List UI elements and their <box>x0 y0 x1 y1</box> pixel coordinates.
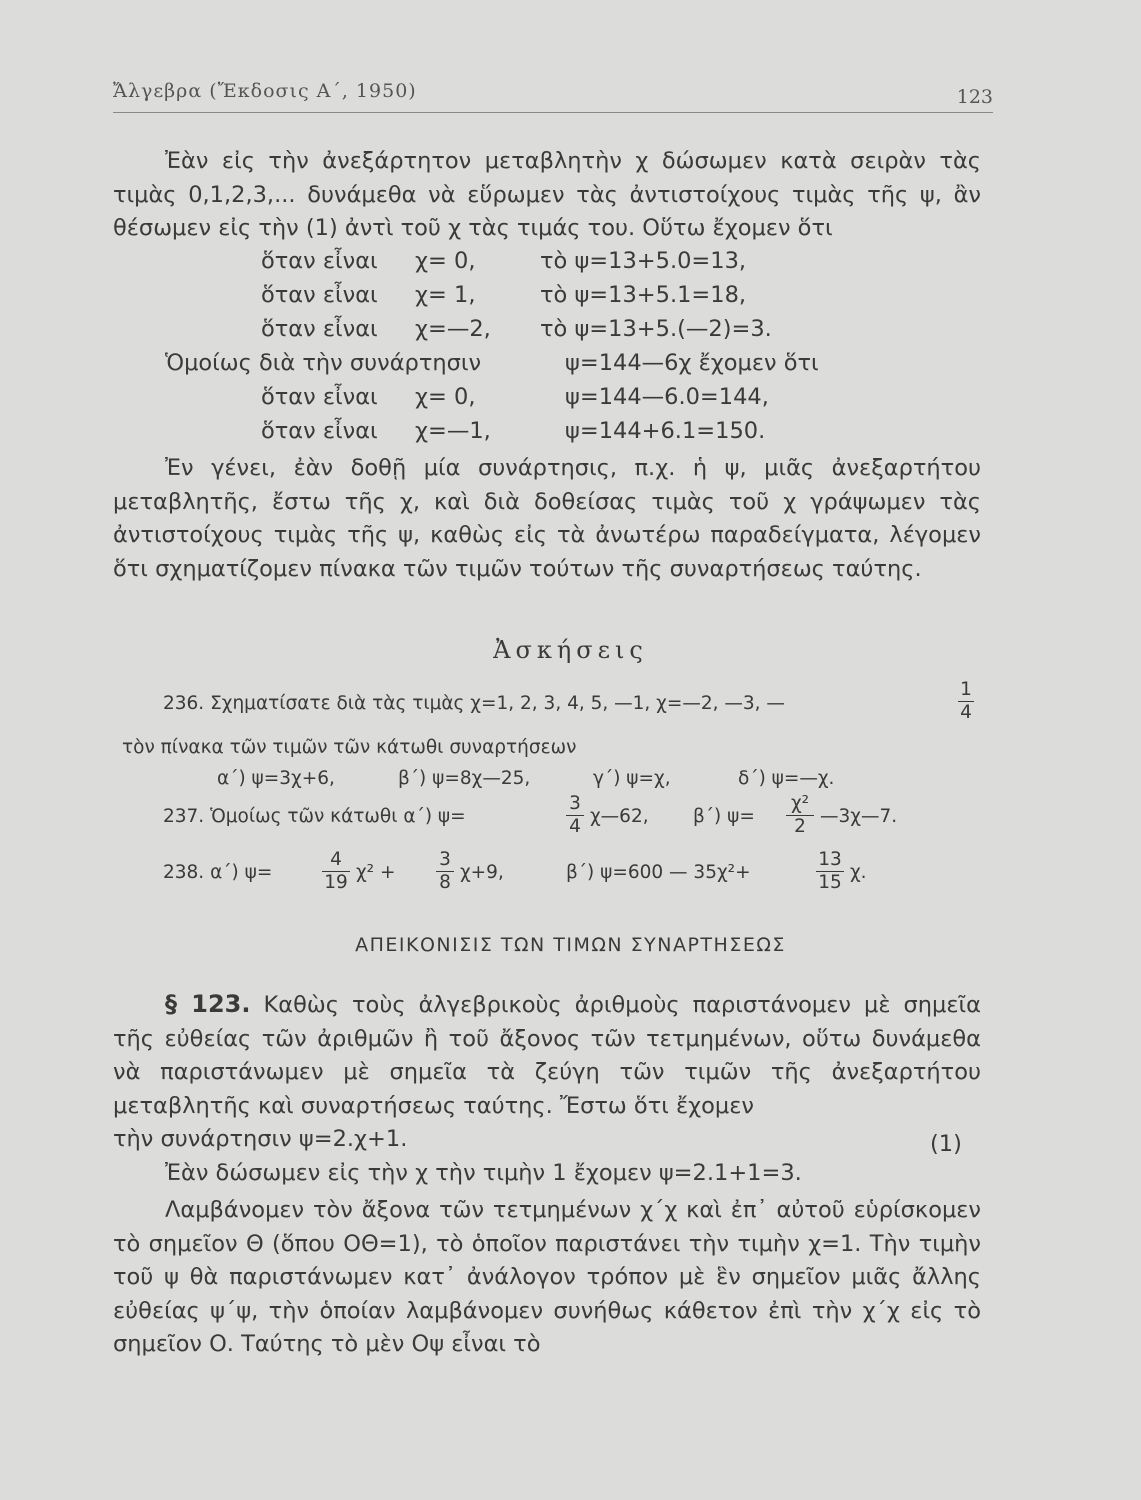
example-x-value: χ= 0, <box>415 248 476 274</box>
fraction-denominator: 4 <box>960 702 972 723</box>
fraction-numerator: 4 <box>330 849 342 870</box>
fraction <box>786 794 814 837</box>
example-label: ὅταν εἶναι <box>261 384 378 410</box>
fraction-denominator: 4 <box>569 816 581 837</box>
exercise-236-b: β΄) ψ=8χ—25, <box>398 768 531 789</box>
header-rule <box>113 112 993 113</box>
example-y-value: τὸ ψ=13+5.0=13, <box>540 248 747 274</box>
fraction-numerator: 1 <box>960 679 972 700</box>
example-label: ὅταν εἶναι <box>261 282 378 308</box>
exercise-236-line2: τὸν πίνακα τῶν τιμῶν τῶν κάτωθι συναρτήσεων <box>122 737 577 758</box>
section-paragraph-1-text: Καθὼς τοὺς ἀλγεβρικοὺς ἀριθμοὺς παριστάνομεν μὲ σημεῖα τῆς εὐθείας τῶν ἀριθμῶν ἢ τοῦ ἄξονος τῶν τετμημένων, οὕτω δυνάμεθα νὰ παριστάνωμεν μὲ σημεῖα τὰ ζεύγη τῶν τιμῶν τῆς ἀνεξαρτήτου μεταβλητῆς καὶ συναρτήσεως ταύτης. Ἔστω ὅτι ἔχομεν <box>113 992 981 1119</box>
fraction-numerator: 3 <box>439 849 451 870</box>
section-paragraph-2: Ἐὰν δώσωμεν εἰς τὴν χ τὴν τιμὴν 1 ἔχομεν ψ=2.1+1=3. <box>165 1160 802 1186</box>
exercise-237-a: 237. Ὁμοίως τῶν κάτωθι α΄) ψ= <box>163 806 466 827</box>
exercise-237-b: β΄) ψ= <box>693 806 755 827</box>
section-paragraph-3: Λαμβάνομεν τὸν ἄξονα τῶν τετμημένων χ΄χ καὶ ἐπ᾽ αὐτοῦ εὑρίσκομεν τὸ σημεῖον Θ (ὅπου ΟΘ=1), τὸ ὁποῖον παριστάνει τὴν τιμὴν χ=1. Τὴν τιμὴν τοῦ ψ θὰ παριστάνωμεν κατ᾽ ἀνάλογον τρόπον μὲ ἓν σημεῖον μιᾶς ἄλλης εὐθείας ψ΄ψ, τὴν ὁποίαν λαμβάνομεν συνήθως κάθετον ἐπὶ τὴν χ΄χ εἰς τὸ σημεῖον Ο. Ταύτης τὸ μὲν Οψ εἶναι τὸ <box>113 1197 981 1357</box>
example-label: ὅταν εἶναι <box>261 316 378 342</box>
fraction <box>816 850 844 893</box>
exercise-238-mid2: χ+9, <box>460 862 504 883</box>
example-x-value: χ= 1, <box>415 282 476 308</box>
fraction-numerator: χ² <box>790 793 810 814</box>
fraction-denominator: 8 <box>439 872 451 893</box>
example-y-value: ψ=144+6.1=150. <box>565 418 766 444</box>
example-y-value: ψ=144—6.0=144, <box>565 384 769 410</box>
intro-paragraph: Ἐὰν εἰς τὴν ἀνεξάρτητον μεταβλητὴν χ δώσωμεν κατὰ σειρὰν τὰς τιμὰς 0,1,2,3,... δυνάμεθα νὰ εὕρωμεν τὰς ἀντιστοίχους τιμὰς τῆς ψ, ἂν θέσωμεν εἰς τὴν (1) ἀντὶ τοῦ χ τὰς τιμάς του. Οὕτω ἔχομεν ὅτι <box>113 148 981 241</box>
fraction <box>958 680 974 723</box>
exercise-238-a: 238. α΄) ψ= <box>163 862 273 883</box>
similarly-label: Ὁμοίως διὰ τὴν συνάρτησιν <box>165 350 482 376</box>
exercise-236-d: δ΄) ψ=—χ. <box>738 768 835 789</box>
equation-ref: (1) <box>930 1131 962 1157</box>
exercise-236-a: α΄) ψ=3χ+6, <box>217 768 335 789</box>
fraction <box>436 850 454 893</box>
fraction-denominator: 15 <box>818 872 842 893</box>
section-paragraph-1 <box>113 988 981 1123</box>
fraction-numerator: 3 <box>569 793 581 814</box>
exercise-236-c: γ΄) ψ=χ, <box>593 768 671 789</box>
example-x-value: χ=—2, <box>415 316 491 342</box>
exercises-heading: Ἀσκήσεις <box>493 636 648 664</box>
fraction <box>566 794 584 837</box>
running-title: Ἄλγεβρα (Ἔκδοσις Α΄, 1950) <box>113 80 417 102</box>
page-header <box>113 72 993 116</box>
fraction-denominator: 19 <box>324 872 348 893</box>
example-label: ὅταν εἶναι <box>261 418 378 444</box>
example-y-value: τὸ ψ=13+5.(—2)=3. <box>540 316 772 342</box>
fraction-numerator: 13 <box>818 849 842 870</box>
similarly-function: ψ=144—6χ ἔχομεν ὅτι <box>565 350 819 376</box>
exercise-238-end: χ. <box>850 862 867 883</box>
exercise-238-mid1: χ² + <box>356 862 396 883</box>
section-heading: ΑΠΕΙΚΟΝΙΣΙΣ ΤΩΝ ΤΙΜΩΝ ΣΥΝΑΡΤΗΣΕΩΣ <box>355 934 786 956</box>
exercise-236-line1: 236. Σχηματίσατε διὰ τὰς τιμὰς χ=1, 2, 3, 4, 5, —1, χ=—2, —3, — <box>163 693 785 714</box>
fraction <box>322 850 350 893</box>
example-x-value: χ= 0, <box>415 384 476 410</box>
section-number: § 123. <box>165 990 251 1018</box>
page-number: 123 <box>956 86 993 108</box>
function-line: τὴν συνάρτησιν ψ=2.χ+1. <box>113 1126 408 1152</box>
general-paragraph: Ἐν γένει, ἐὰν δοθῇ μία συνάρτησις, π.χ. ἡ ψ, μιᾶς ἀνεξαρτήτου μεταβλητῆς, ἔστω τῆς χ, καὶ διὰ δοθείσας τιμὰς τοῦ χ γράψωμεν τὰς ἀντιστοίχους τιμὰς τῆς ψ, καθὼς εἰς τὰ ἀνωτέρω παραδείγματα, λέγομεν ὅτι σχηματίζομεν πίνακα τῶν τιμῶν τούτων τῆς συναρτήσεως ταύτης. <box>113 455 981 582</box>
exercise-237-a-rest: χ—62, <box>590 806 649 827</box>
example-x-value: χ=—1, <box>415 418 491 444</box>
example-y-value: τὸ ψ=13+5.1=18, <box>540 282 747 308</box>
exercise-237-b-rest: —3χ—7. <box>820 806 898 827</box>
exercise-238-b: β΄) ψ=600 — 35χ²+ <box>566 862 751 883</box>
fraction-denominator: 2 <box>794 816 806 837</box>
example-label: ὅταν εἶναι <box>261 248 378 274</box>
